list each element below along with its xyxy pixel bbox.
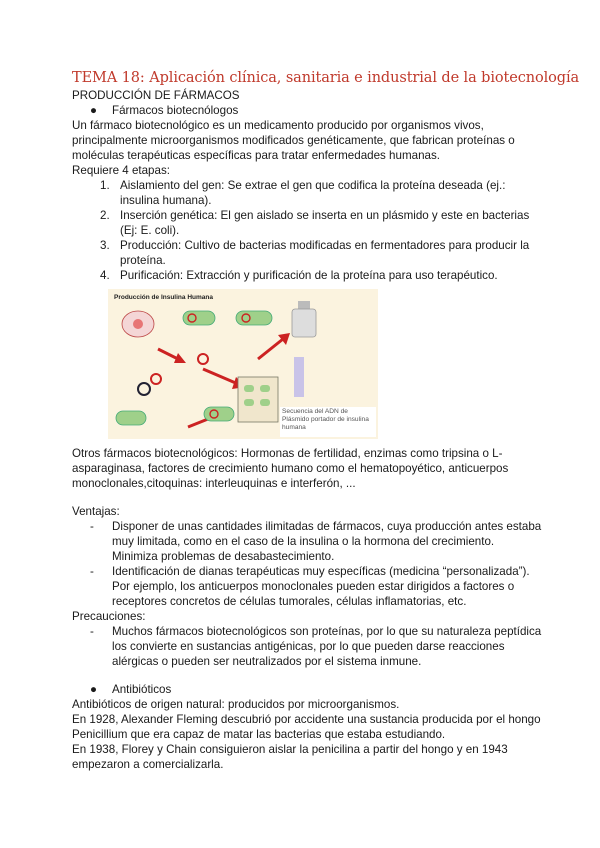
list-text: Purificación: Extracción y purificación de la proteína para uso terapéutico. <box>120 269 498 282</box>
precauciones-heading: Precauciones: <box>72 610 146 623</box>
list-item <box>100 238 542 268</box>
list-item: - Muchos fármacos biotecnológicos son proteínas, por lo que su naturaleza peptídica los convierte en sustancias antigénicas, por lo que pueden darse reacciones alérgicas o pueden ser neutralizados por el sistema inmune. <box>90 625 542 668</box>
list-item <box>100 178 542 208</box>
bullet-label: Antibióticos <box>112 683 172 696</box>
antibio-line: Antibióticos de origen natural: producidos por microorganismos. <box>72 698 400 711</box>
bullet-farmacos <box>90 103 542 118</box>
figure-title: Producción de Insulina Humana <box>114 294 213 301</box>
intro-paragraph: Un fármaco biotecnológico es un medicamento producido por organismos vivos, principalmente microorganismos modificados genéticamente, que fabrican proteínas o moléculas terapéuticas específicas para tratar enfermedades humanas. <box>72 119 515 162</box>
ventajas-heading: Ventajas: <box>72 505 120 518</box>
document-title: TEMA 18: Aplicación clínica, sanitaria e industrial de la biotecnología <box>72 70 580 86</box>
list-item: - Identificación de dianas terapéuticas muy específicas (medicina “personalizada”). Por ejemplo, los anticuerpos monoclonales pueden estar dirigidos a factores o receptores concretos de células tumorales, células inflamatorias, etc. <box>90 564 542 609</box>
insulin-diagram-image <box>108 289 378 439</box>
bullet-label: Fármacos biotecnólogos <box>112 104 239 117</box>
list-number: 3. <box>100 239 110 252</box>
bullet-dot-icon: ● <box>90 683 98 696</box>
precaucion-text: Muchos fármacos biotecnológicos son proteínas, por lo que su naturaleza peptídica los convierte en sustancias antigénicas, por lo que pueden darse reacciones alérgicas o pueden ser neutralizados por el sistema inmune. <box>112 625 542 668</box>
bullet-dot-icon: ● <box>90 104 98 117</box>
ventaja-text: Identificación de dianas terapéuticas muy específicas (medicina “personalizada”). Por ejemplo, los anticuerpos monoclonales pueden estar dirigidos a factores o receptores concretos de células tumorales, células inflamatorias, etc. <box>112 565 530 608</box>
list-item: - Disponer de unas cantidades ilimitadas de fármacos, cuya producción antes estaba muy limitada, como en el caso de la insulina o la hormona del crecimiento. Minimiza problemas de desabastecimiento. <box>90 520 542 563</box>
section-heading: PRODUCCIÓN DE FÁRMACOS <box>72 89 240 102</box>
list-number: 4. <box>100 269 110 282</box>
steps-list <box>72 178 542 283</box>
list-item <box>100 208 542 238</box>
list-item <box>100 268 542 283</box>
bullet-antibioticos <box>90 682 542 697</box>
list-text: Aislamiento del gen: Se extrae el gen que codifica la proteína deseada (ej.: insulina humana). <box>120 179 506 207</box>
list-text: Inserción genética: El gen aislado se inserta en un plásmido y este en bacterias (Ej: E. coli). <box>120 209 530 237</box>
list-text: Producción: Cultivo de bacterias modificadas en fermentadores para producir la proteína. <box>120 239 530 267</box>
steps-intro: Requiere 4 etapas: <box>72 164 170 177</box>
antibio-line: En 1938, Florey y Chain consiguieron aislar la penicilina a partir del hongo y en 1943 empezaron a comercializarla. <box>72 743 508 771</box>
list-number: 2. <box>100 209 110 222</box>
figure-caption: Secuencia del ADN de Plásmido portador de insulina humana <box>282 408 369 431</box>
others-paragraph: Otros fármacos biotecnológicos: Hormonas de fertilidad, enzimas como tripsina o L-asparaginasa, factores de crecimiento humano como el hematopoyético, anticuerpos monoclonales,citoquinas: interleuquinas e interferón, ... <box>72 447 509 490</box>
list-number: 1. <box>100 179 110 192</box>
ventaja-text: Disponer de unas cantidades ilimitadas de fármacos, cuya producción antes estaba muy limitada, como en el caso de la insulina o la hormona del crecimiento. Minimiza problemas de desabastecimiento. <box>112 520 542 563</box>
document-page <box>72 66 580 772</box>
antibio-line: En 1928, Alexander Fleming descubrió por accidente una sustancia producida por el hongo Penicillium que era capaz de matar las bacterias que estaba estudiando. <box>72 713 541 741</box>
insulin-production-figure <box>108 289 378 439</box>
